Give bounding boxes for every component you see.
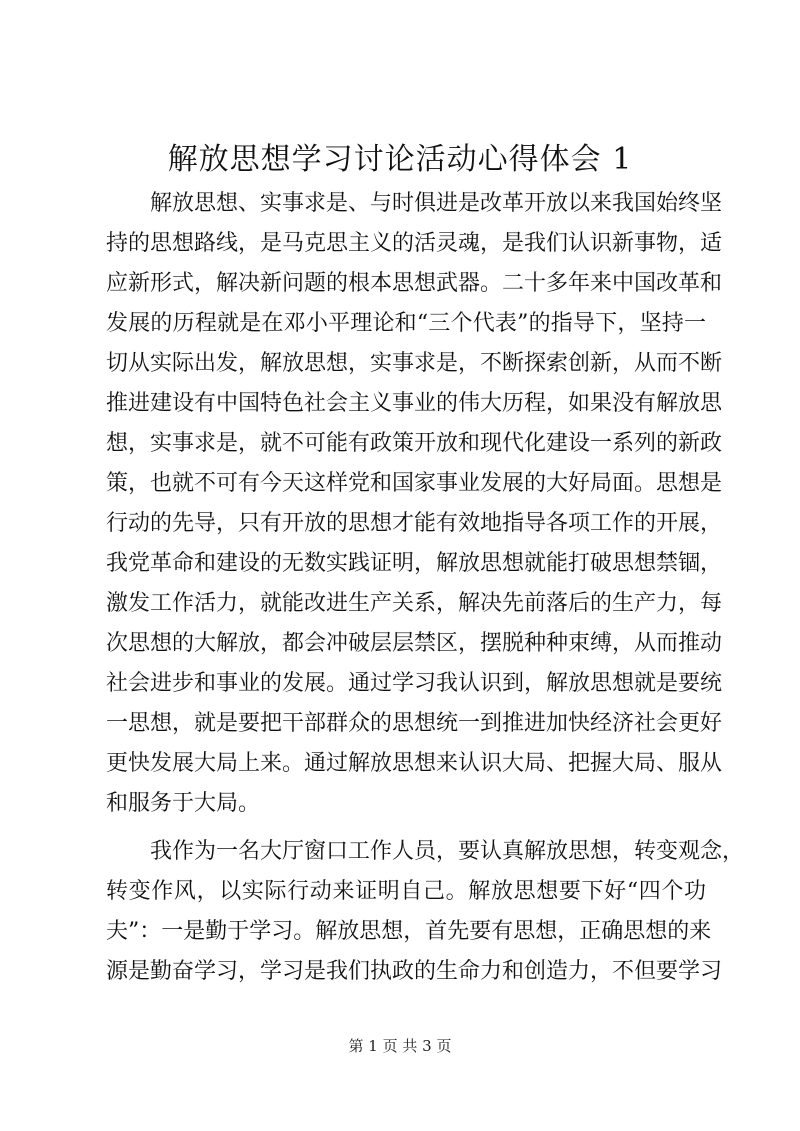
text-line: 想，实事求是，就不可能有政策开放和现代化建设一系列的新政 [106,431,723,456]
text-line: 一思想，就是要把干部群众的思想统一到推进加快经济社会更好 [106,711,723,736]
text-line: 次思想的大解放，都会冲破层层禁区，摆脱种种束缚，从而推动 [106,631,723,656]
text-line: 我党革命和建设的无数实践证明，解放思想就能打破思想禁锢， [106,551,723,576]
text-line: 转变作风，以实际行动来证明自己。解放思想要下好“四个功 [106,879,706,904]
text-line: 应新形式，解决新问题的根本思想武器。二十多年来中国改革和 [106,271,723,296]
text-line: 行动的先导，只有开放的思想才能有效地指导各项工作的开展， [106,511,723,536]
text-line: 和服务于大局。 [106,791,261,816]
text-line: 社会进步和事业的发展。通过学习我认识到，解放思想就是要统 [106,671,723,696]
text-line: 切从实际出发，解放思想，实事求是，不断探索创新，从而不断 [106,351,723,376]
page-number-footer: 第 1 页 共 3 页 [348,1037,452,1055]
text-line: 激发工作活力，就能改进生产关系，解决先前落后的生产力，每 [106,591,723,616]
text-line: 更快发展大局上来。通过解放思想来认识大局、把握大局、服从 [106,751,723,776]
text-line: 我作为一名大厅窗口工作人员，要认真解放思想，转变观念， [106,839,745,864]
body-paragraph-1 [106,184,723,824]
text-line: 夫”：一是勤于学习。解放思想，首先要有思想，正确思想的来 [106,919,712,944]
body-paragraph-2 [106,832,745,992]
text-line: 推进建设有中国特色社会主义事业的伟大历程，如果没有解放思 [106,391,723,416]
text-line: 解放思想、实事求是、与时俱进是改革开放以来我国始终坚 [106,191,723,216]
document-title: 解放思想学习讨论活动心得体会 1 [167,142,633,177]
text-line: 持的思想路线，是马克思主义的活灵魂，是我们认识新事物，适 [106,231,723,256]
text-line: 策，也就不可有今天这样党和国家事业发展的大好局面。思想是 [106,471,723,496]
text-line: 发展的历程就是在邓小平理论和“三个代表”的指导下，坚持一 [106,311,706,336]
text-line: 源是勤奋学习，学习是我们执政的生命力和创造力，不但要学习 [106,959,723,984]
